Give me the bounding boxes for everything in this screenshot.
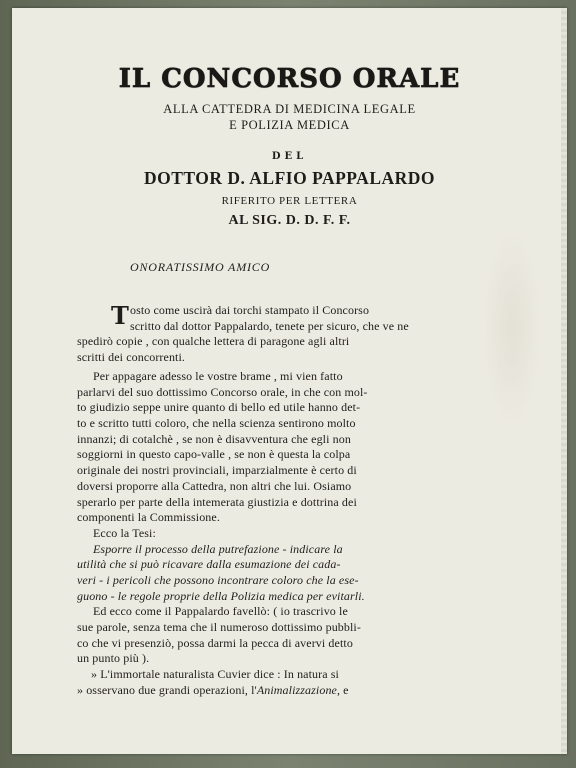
text-line: Ed ecco come il Pappalardo favellò: ( io trascrivo le	[93, 604, 348, 619]
author-name: DOTTOR D. ALFIO PAPPALARDO	[143, 168, 436, 188]
salutation: ONORATISSIMO AMICO	[130, 260, 271, 274]
text-fragment: » osservano due grandi operazioni, l'	[77, 682, 257, 697]
addressee: AL SIG. D. D. F. F.	[228, 213, 351, 228]
paragraph-1	[77, 303, 461, 366]
text-line: Ecco la Tesi:	[93, 525, 156, 540]
text-line: to giudizio seppe unire quanto di bello ed utile hanno det-	[77, 400, 361, 415]
subtitle-line-1: ALLA CATTEDRA DI MEDICINA LEGALE	[163, 102, 416, 116]
text-line: spedirò copie , con qualche lettera di paragone agli altri	[77, 334, 350, 349]
del-label: DEL	[271, 151, 308, 162]
document-title: IL CONCORSO ORALE	[118, 64, 461, 94]
text-fragment: , e	[336, 682, 349, 697]
text-line: innanzi; di cotalchè , se non è disavventura che egli non	[77, 431, 351, 446]
text-line: osto come uscirà dai torchi stampato il Concorso	[129, 303, 370, 317]
text-line: originale dei nostri provinciali, imparzialmente è certo di	[77, 463, 357, 478]
text-line: Per appagare adesso le vostre brame , mi vien fatto	[93, 369, 343, 383]
text-line: utilità che si può ricavare dalla esumazione dei cada-	[77, 557, 341, 572]
text-line: sperarlo per parte della intemerata giustizia e dottrina dei	[77, 494, 357, 509]
text-line: co che vi presenziò, possa darmi la pecca di avervi detto	[77, 635, 353, 650]
text-line: un punto più ).	[77, 651, 150, 666]
text-line: doversi proporre alla Cattedra, non altri che lui. Osiamo	[77, 478, 352, 493]
text-line: to e scritto tutti coloro, che nella scienza sentirono molto	[77, 416, 356, 431]
reported-label: RIFERITO PER LETTERA	[221, 195, 358, 207]
text-line: scritto dal dottor Pappalardo, tenete per sicuro, che ve ne	[129, 318, 409, 333]
paragraph-2	[77, 369, 461, 698]
text-line: veri - i pericoli che possono incontrare coloro che la ese-	[77, 572, 359, 587]
paper-stain	[482, 228, 542, 428]
text-line: Esporre il processo della putrefazione - indicare la	[93, 541, 343, 556]
text-line: » L'immortale naturalista Cuvier dice : In natura si	[91, 667, 339, 682]
text-fragment-italic: Animalizzazione	[256, 682, 337, 697]
document-page	[12, 8, 567, 754]
text-line: scritti dei concorrenti.	[77, 350, 186, 365]
text-line	[77, 683, 461, 699]
text-line: guono - le regole proprie della Polizia medica per evitarli.	[77, 588, 365, 603]
subtitle-line-2: E POLIZIA MEDICA	[229, 118, 350, 132]
drop-cap: T	[111, 301, 129, 330]
text-line: componenti la Commissione.	[77, 510, 220, 525]
text-line: sue parole, senza tema che il numeroso dottissimo pubbli-	[77, 620, 361, 634]
text-line: soggiorni in questo capo-valle , se non è questa la colpa	[77, 447, 351, 462]
text-line: parlarvi del suo dottissimo Concorso orale, in che con mol-	[77, 384, 368, 399]
